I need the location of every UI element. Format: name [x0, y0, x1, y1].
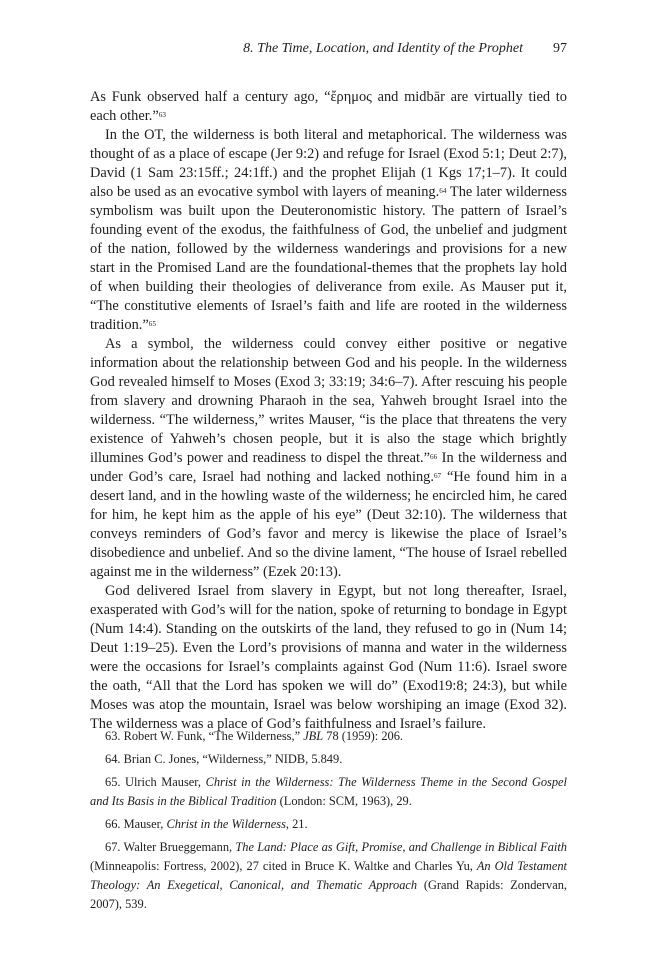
footnote-64: [90, 750, 567, 769]
footnote-text: (London: SCM, 1963), 29.: [276, 794, 412, 808]
footnote-title: JBL: [303, 729, 324, 743]
page-header: [90, 41, 567, 63]
footnote-ref-65[interactable]: 65: [148, 320, 156, 328]
footnote-title: The Land: Place as Gift, Promise, and Challenge in Biblical Faith: [235, 840, 567, 854]
paragraph-text: The later wilderness symbolism was built upon the Deuteronomistic history. The pattern of Israel’s founding event of the exodus, the faithfulness of God, the unbelief and judgment of the nation, followed by the wilderness wanderings and provisions for a new start in the Promised Land are the foundational-themes that the prophets lay hold of when building their theologies of deliverance from exile. As Mauser put it, “The constitutive elements of Israel’s faith and life are rooted in the wilderness tradition.”: [90, 184, 568, 333]
paragraph-1: [90, 88, 567, 126]
footnote-text: 67. Walter Brueggemann,: [105, 840, 236, 854]
footnote-ref-63[interactable]: 63: [158, 111, 166, 119]
footnote-ref-67[interactable]: 67: [433, 472, 442, 480]
paragraph-4: [90, 582, 567, 734]
page-number: 97: [553, 41, 567, 56]
paragraph-3: [90, 335, 567, 582]
main-text: [90, 88, 567, 734]
running-head: 8. The Time, Location, and Identity of the Prophet: [243, 41, 523, 56]
footnote-67: [90, 838, 567, 914]
footnote-text: (Minneapolis: Fortress, 2002), 27 cited in Bruce K. Waltke and Charles Yu,: [90, 859, 477, 873]
footnote-title: Christ in the Wilderness: [166, 817, 286, 831]
footnote-text: 65. Ulrich Mauser,: [105, 775, 206, 789]
footnote-text: , 21.: [285, 817, 308, 831]
paragraph-text: In the OT, the wilderness is both literal and metaphorical. The wilderness was thought of as a place of escape (Jer 9:2) and refuge for Israel (Exod 5:1; Deut 2:7), David (1 Sam 23:15ff.; 24:1ff.) and the prophet Elijah (1 Kgs 17;1–7). It could also be used as an evocative symbol with layers of meaning.: [90, 127, 567, 200]
footnote-text: 64. Brian C. Jones, “Wilderness,” NIDB, 5.849.: [105, 752, 343, 766]
footnote-title: An Old Testament Theology: An Exegetical, Canonical, and Thematic Approach: [90, 859, 567, 892]
paragraph-text: God delivered Israel from slavery in Egypt, but not long thereafter, Israel, exasperated with God’s will for the nation, spoke of returning to bondage in Egypt (Num 14:4). Standing on the outskirts of the land, they refused to go in (Num 14; Deut 1:19–25). Even the Lord’s provisions of manna and water in the wilderness were the occasions for Israel’s complaints against God (Num 11:6). Israel swore the oath, “All that the Lord has spoken we will do” (Exod19:8; 24:3), but while Moses was atop the mountain, Israel was below worshiping an image (Exod 32). The wilderness was a place of God’s faithfulness and Israel’s failure.: [90, 583, 567, 732]
footnote-ref-64[interactable]: 64: [439, 187, 447, 195]
footnote-65: [90, 773, 567, 811]
footnote-66: [90, 815, 567, 834]
footnotes: [90, 727, 567, 918]
footnote-text: 63. Robert W. Funk, “The Wilderness,”: [105, 729, 304, 743]
paragraph-2: [90, 126, 567, 335]
footnote-text: 78 (1959): 206.: [323, 729, 403, 743]
paragraph-text: As Funk observed half a century ago, “ἔρημος and midbār are virtually tied to each other.”: [90, 89, 567, 124]
footnote-ref-66[interactable]: 66: [429, 453, 438, 461]
footnote-text: 66. Mauser,: [105, 817, 167, 831]
footnote-63: [90, 727, 567, 746]
footnote-title: Christ in the Wilderness: The Wilderness Theme in the Second Gospel and Its Basis in the Biblical Tradition: [90, 775, 567, 808]
paragraph-text: “He found him in a desert land, and in the howling waste of the wilderness; he encircled him, he cared for him, he kept him as the apple of his eye” (Deut 32:10). The wilderness that conveys reminders of God’s favor and mercy is likewise the place of Israel’s disobedience and unbelief. And so the divine lament, “The house of Israel rebelled against me in the wilderness” (Ezek 20:13).: [90, 469, 567, 580]
footnote-text: (Grand Rapids: Zondervan, 2007), 539.: [90, 878, 567, 911]
paragraph-text: As a symbol, the wilderness could convey either positive or negative information about the relationship between God and his people. In the wilderness God revealed himself to Moses (Exod 3; 33:19; 34:6–7). After rescuing his people from slavery and drowning Pharaoh in the sea, Yahweh brought Israel into the wilderness. “The wilderness,” writes Mauser, “is the place that threatens the very existence of Yahweh’s chosen people, but it is also the stage which brightly illumines God’s power and readiness to dispel the threat.”: [90, 336, 567, 466]
paragraph-text: In the wilderness and under God’s care, Israel had nothing and lacked nothing.: [90, 450, 567, 485]
